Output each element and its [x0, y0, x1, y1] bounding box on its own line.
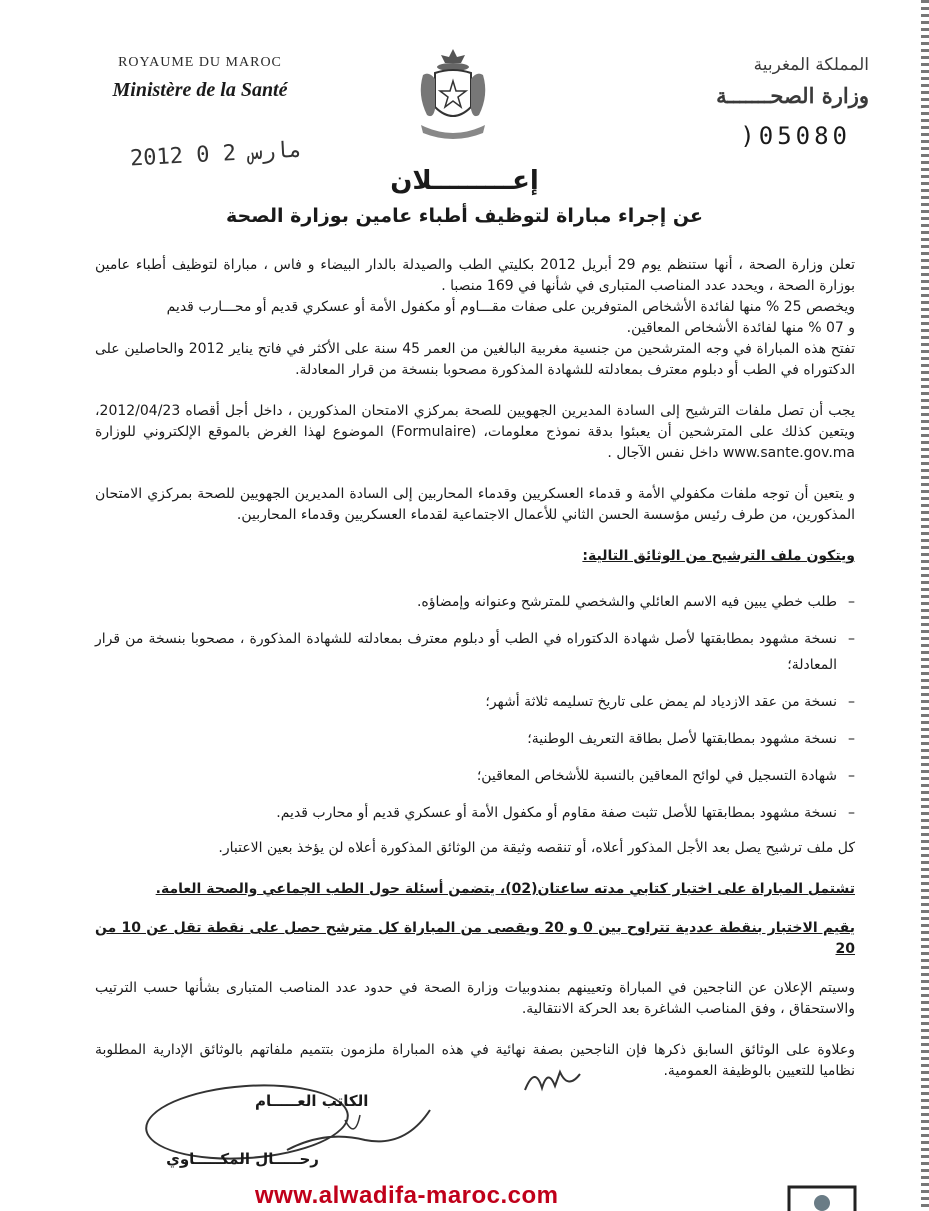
reference-number: )05080: [740, 122, 851, 150]
paragraph-quota-veterans: ويخصص 25 % منها لفائدة الأشخاص المتوفرين على صفات مقـــاوم أو مكفول الأمة أو عسكري قديم أو محـــارب قديم: [166, 299, 855, 315]
exam-note: تشتمل المباراة على اختبار كتابي مدته ساعتان(02)، يتضمن أسئلة حول الطب الجماعي والصحة العامة.: [155, 881, 855, 897]
ar-ministry-label: وزارة الصحـــــــة: [716, 83, 869, 108]
signatory-name: رحـــــال المكـــــاوي: [166, 1150, 319, 1168]
paraph-signature-icon: [520, 1060, 590, 1100]
announcement-title: إعـــــــــلان: [390, 166, 539, 196]
announcement-subtitle: عن إجراء مباراة لتوظيف أطباء عامين بوزارة الصحة: [225, 205, 703, 227]
announcement-body: [95, 255, 855, 1102]
french-letterhead: [90, 55, 310, 102]
docs-heading: ويتكون ملف الترشيح من الوثائق التالية:: [582, 548, 855, 564]
fr-ministry-label: Ministère de la Santé: [112, 79, 288, 101]
list-item: – نسخة مشهود بمطابقتها لأصل شهادة الدكتوراه في الطب أو دبلوم معترف بمعادلته للشهادة المذكورة ، مصحوبا بنسخة من قرار المعادلة؛: [95, 626, 837, 678]
signature-title: الكاتب العـــــام: [255, 1092, 369, 1110]
signature-block: [135, 1080, 435, 1180]
arabic-letterhead: [669, 55, 869, 108]
list-item: – نسخة من عقد الازدياد لم يمض على تاريخ تسليمه ثلاثة أشهر؛: [95, 689, 837, 715]
date-stamp: 2012 مارس 2 0: [129, 137, 303, 172]
list-item: – شهادة التسجيل في لوائح المعاقين بالنسبة للأشخاص المعاقين؛: [95, 763, 837, 789]
list-item: – نسخة مشهود بمطابقتها للأصل تثبت صفة مقاوم أو مكفول الأمة أو عسكري قديم أو محارب قديم.: [95, 800, 837, 826]
corner-stamp-icon: [787, 1185, 857, 1211]
ar-kingdom-label: المملكة المغربية: [753, 55, 869, 75]
docs-list: [95, 589, 855, 826]
watermark-link[interactable]: www.alwadifa-maroc.com: [255, 1182, 559, 1209]
grading-note: يقيم الاختبار بنقطة عددية تتراوح بين 0 و 20 ويقصى من المباراة كل مترشح حصل على نقطة تقل عن 10 من 20: [95, 920, 855, 957]
paragraph-quota-disabled: و 07 % منها لفائدة الأشخاص المعاقين.: [626, 320, 855, 336]
moroccan-royal-coat-of-arms-icon: [413, 45, 493, 145]
paragraph-intro: تعلن وزارة الصحة ، أنها ستنظم يوم 29 أبريل 2012 بكليتي الطب والصيدلة بالدار البيضاء و فاس ، مباراة لتوظيف أطباء عامين بوزارة الصحة ، ويحدد عدد المناصب المتبارى في شأنها في 169 منصبا .: [95, 257, 855, 294]
fr-kingdom-label: ROYAUME DU MAROC: [118, 55, 282, 70]
paragraph-late-files: كل ملف ترشيح يصل بعد الأجل المذكور أعلاه، أو تنقصه وثيقة من الوثائق المذكورة أعلاه لن يؤخذ بعين الاعتبار.: [218, 840, 855, 856]
paragraph-results: وسيتم الإعلان عن الناجحين في المباراة وتعيينهم بمندوبيات وزارة الصحة في حدود عدد المناصب المتبارى بشأنها حسب الترتيب والاستحقاق ، وفق المناصب الشاغرة بعد الحركة الانتقالية.: [95, 980, 855, 1017]
paragraph-final-docs: وعلاوة على الوثائق السابق ذكرها فإن الناجحين بصفة نهائية في هذه المباراة ملزمون بتتميم ملفاتهم بالوثائق الإدارية المطلوبة نظاميا للتعيين بالوظيفة العمومية.: [95, 1042, 855, 1079]
list-item: – نسخة مشهود بمطابقتها لأصل بطاقة التعريف الوطنية؛: [95, 726, 837, 752]
paragraph-deadline: يجب أن تصل ملفات الترشيح إلى السادة المديرين الجهويين للصحة بمركزي الامتحان المذكورين ، داخل أجل أقصاه 2012/04/23، ويتعين كذلك على المترشحين أن يعبئوا بدقة نموذج معلومات، (Formulaire) الموضوع لهذا الغرض بالموقع الإلكتروني للوزارة www.sante.gov.ma داخل نفس الآجال .: [95, 403, 855, 461]
list-item: – طلب خطي يبين فيه الاسم العائلي والشخصي للمترشح وعنوانه وإمضاؤه.: [95, 589, 837, 615]
paragraph-eligibility: تفتح هذه المباراة في وجه المترشحين من جنسية مغربية البالغين من العمر 45 سنة على الأكثر في فاتح يناير 2012 والحاصلين على الدكتوراه في الطب أو دبلوم معترف بمعادلته للشهادة المذكورة مصحوبا بنسخة من قرار المعادلة.: [95, 341, 855, 378]
paragraph-special-files: و يتعين أن توجه ملفات مكفولي الأمة و قدماء العسكريين وقدماء المحاربين إلى السادة المديرين الجهويين للصحة بمركزي الامتحان المذكورين، من طرف رئيس مؤسسة الحسن الثاني للأعمال الاجتماعية لقدماء العسكريين وقدماء المحاربين.: [95, 486, 855, 523]
